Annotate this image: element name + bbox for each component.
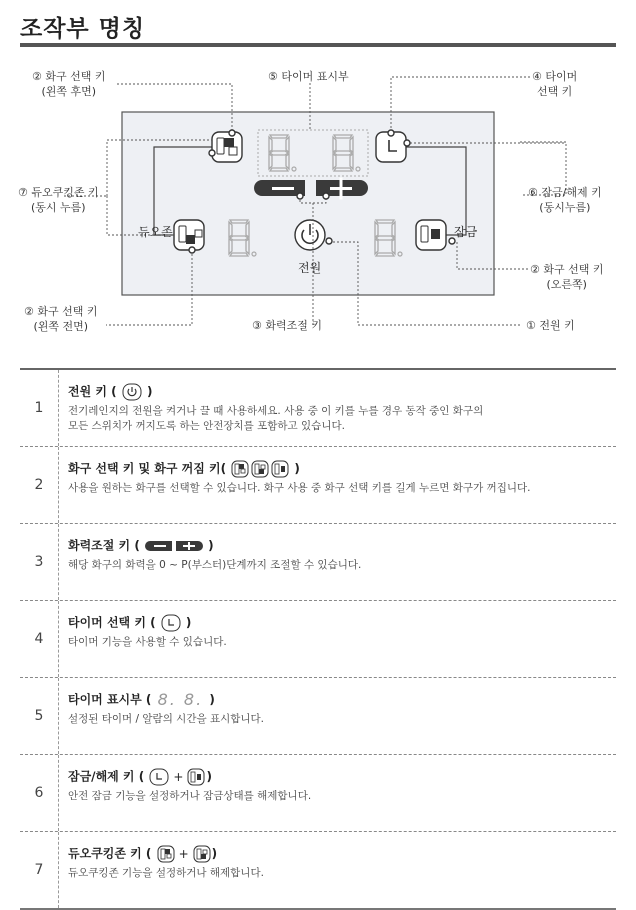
row-heading-suffix: ): [206, 769, 212, 784]
table-rows: [20, 370, 616, 910]
row-number: 7: [20, 832, 59, 908]
row-heading-text: 잠금/해제 키 (: [68, 769, 149, 784]
minus-icon: [145, 539, 173, 553]
row-content: [68, 536, 616, 573]
zone-left-back-key[interactable]: [212, 132, 242, 162]
row-heading-text: 화력조절 키 (: [68, 538, 144, 553]
row-description: 설정된 타이머 / 알람의 시간을 표시합니다.: [68, 712, 264, 725]
table-row: [20, 755, 616, 832]
power-key[interactable]: [295, 220, 325, 250]
power-icon: [122, 384, 142, 398]
row-heading-suffix: ): [205, 692, 215, 707]
row-content: [68, 844, 616, 881]
row-number: 6: [20, 755, 59, 831]
row-number: 4: [20, 601, 59, 677]
row-content: [68, 459, 616, 496]
row-content: [68, 382, 616, 434]
label-timer-select: ④ 타이머 선택 키: [532, 70, 578, 98]
zone-left-back-icon: [157, 846, 175, 860]
row-heading: [68, 613, 616, 632]
row-heading-suffix: ): [181, 615, 192, 630]
plus-icon: [175, 539, 203, 553]
row-heading: [68, 690, 616, 709]
zone-left-front-icon: [193, 846, 211, 860]
row-heading: [68, 536, 616, 555]
timer-icon: [149, 769, 169, 783]
row-heading-suffix: ): [203, 538, 214, 553]
label-zone-right: ② 화구 선택 키 (오른쪽): [530, 263, 604, 291]
duo-zone-text: 듀오존: [138, 225, 173, 239]
label-zone-left-back: ② 화구 선택 키 (왼쪽 후면): [32, 70, 106, 98]
title-rule: [20, 43, 616, 47]
row-heading-text: 듀오쿠킹존 키 (: [68, 846, 156, 861]
description-table: [20, 368, 616, 910]
table-row: [20, 370, 616, 447]
row-heading-text: 화구 선택 키 및 화구 꺼짐 키(: [68, 461, 231, 476]
power-text: 전원: [298, 261, 322, 275]
zone-right-key[interactable]: [416, 220, 446, 250]
page-title: 조작부 명칭: [20, 16, 146, 42]
label-duo-zone: ⑦ 듀오쿠킹존 키 (동시 누름): [18, 186, 99, 214]
row-heading-suffix: ): [211, 846, 218, 861]
row-number: 5: [20, 678, 59, 754]
zone-left-front-key[interactable]: [174, 220, 204, 250]
row-content: [68, 690, 616, 727]
label-timer-display: ⑤ 타이머 표시부: [268, 70, 349, 83]
zone-left-front-icon: [251, 461, 269, 475]
row-heading-suffix: ): [290, 461, 300, 476]
row-heading: [68, 767, 616, 786]
table-row: [20, 601, 616, 678]
row-description: 안전 잠금 기능을 설정하거나 잠금상태를 해제합니다.: [68, 789, 312, 802]
row-description: 듀오쿠킹존 기능을 설정하거나 해제합니다.: [68, 866, 264, 879]
zone-right-icon: [187, 769, 205, 783]
plus-sign: +: [173, 769, 184, 784]
row-content: [68, 613, 616, 650]
row-heading: [68, 382, 616, 401]
zone-left-back-icon: [231, 461, 249, 475]
row-heading-suffix: ): [142, 384, 153, 399]
zone-right-icon: [271, 461, 289, 475]
label-power: ① 전원 키: [526, 319, 575, 332]
digits-icon: 8. 8.: [157, 689, 204, 709]
timer-icon: [161, 615, 181, 629]
lock-text: 잠금: [454, 225, 478, 239]
table-row: [20, 832, 616, 910]
label-lock: ⑥ 잠금/해제 키 (동시누름): [528, 186, 602, 214]
row-heading: [68, 844, 616, 863]
plus-sign: +: [178, 846, 189, 861]
label-zone-left-front: ② 화구 선택 키 (왼쪽 전면): [24, 305, 98, 333]
row-heading-text: 타이머 표시부 (: [68, 692, 156, 707]
row-number: 2: [20, 447, 59, 523]
row-description: 사용을 원하는 화구를 선택할 수 있습니다. 화구 사용 중 화구 선택 키를 길게 누르면 화구가 꺼집니다.: [68, 481, 531, 494]
row-heading-text: 전원 키 (: [68, 384, 121, 399]
row-description: 타이머 기능을 사용할 수 있습니다.: [68, 635, 227, 648]
control-panel-diagram: [0, 55, 636, 359]
row-description: 해당 화구의 화력을 0 ~ P(부스터)단계까지 조절할 수 있습니다.: [68, 558, 362, 571]
row-number: 3: [20, 524, 59, 600]
table-row: [20, 524, 616, 601]
label-power-adjust: ③ 화력조절 키: [252, 319, 322, 332]
row-content: [68, 767, 616, 804]
table-row: [20, 678, 616, 755]
row-description: 전기레인지의 전원을 켜거나 끌 때 사용하세요. 사용 중 이 키를 누를 경우 동작 중인 화구의 모든 스위치가 꺼지도록 하는 안전장치를 포함하고 있습니다.: [68, 404, 484, 432]
row-heading-text: 타이머 선택 키 (: [68, 615, 160, 630]
row-heading: [68, 459, 616, 478]
table-row: [20, 447, 616, 524]
row-number: 1: [20, 370, 59, 446]
